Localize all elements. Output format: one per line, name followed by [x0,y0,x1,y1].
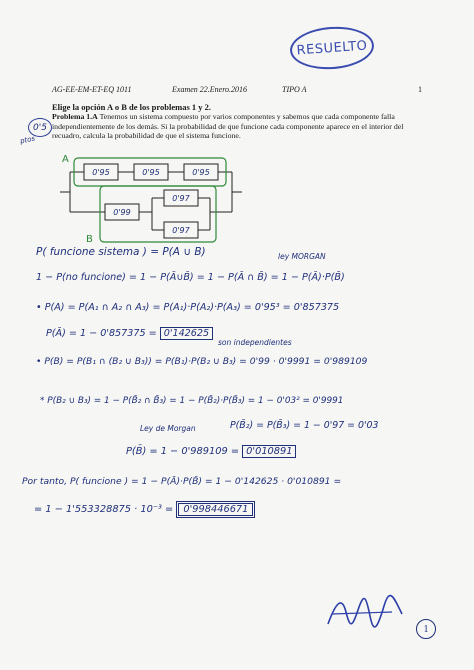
line-p-b2-b3: * P(B₂ ∪ B₃) = 1 − P(B̄₂ ∩ B̄₃) = 1 − P(B̄₂)·P(B̄₃) = 1 − 0'03² = 0'9991 [40,396,344,406]
final-result: 0'998446671 [176,501,255,518]
resuelto-stamp: RESUELTO [289,24,376,72]
line-final [34,504,255,515]
p-b-bar-result: 0'010891 [242,445,296,458]
line-p-a: • P(A) = P(A₁ ∩ A₂ ∩ A₃) = P(A₁)·P(A₂)·P(A₃) = 0'95³ = 0'857375 [36,302,340,313]
line-p-b: • P(B) = P(B₁ ∩ (B₂ ∪ B₃)) = P(B₁)·P(B₂ ∪ B₃) = 0'99 · 0'9991 = 0'989109 [36,356,368,367]
circuit-diagram [60,152,260,244]
a2-value: 0'95 [142,168,160,177]
course-code: AG-EE-EM-ET-EQ 1011 [52,85,132,94]
line-p-sistema: P( funcione sistema ) = P(A ∪ B) [36,246,206,258]
a1-value: 0'95 [92,168,110,177]
b3-value: 0'97 [172,226,190,235]
line-p-a-bar [46,328,213,339]
group-b-label: B [86,234,93,244]
header-page-number: 1 [418,85,422,94]
p-a-bar-expr: P(Ā) = 1 − 0'857375 = [46,328,160,339]
signature [322,592,412,632]
p-a-bar-result: 0'142625 [160,327,213,340]
score-circle: 0'5 [28,118,52,137]
problem-text: Tenemos un sistema compuesto por varios componentes y sabemos que cada componente falla independientemente de los demás. Si la probabilidad de que funcione cada componente aparece en el interior del recuadro, calcula la probabilidad de que el sistema funcione. [52,112,404,140]
note-ley-morgan: ley MORGAN [278,252,326,261]
line-conclusion: Por tanto, P( funcione ) = 1 − P(Ā)·P(B̄) = 1 − 0'142625 · 0'010891 = [22,476,342,487]
final-expr: = 1 − 1'553328875 · 10⁻³ = [34,504,177,515]
p-b-bar-expr: P(B̄) = 1 − 0'989109 = [126,446,243,457]
problem-statement [52,112,424,141]
page-header [52,85,422,94]
line-p-b-bar [126,446,296,457]
line-complement: 1 − P(no funcione) = 1 − P(Ā∪B̄) = 1 − P(Ā ∩ B̄) = 1 − P(Ā)·P(B̄) [36,272,345,283]
problem-label: Problema 1.A [52,112,98,121]
note-ley-de-morgan: Ley de Morgan [140,424,196,433]
exam-type: TIPO A [282,85,307,94]
b1-value: 0'99 [113,208,131,217]
instruction: Elige la opción A o B de los problemas 1 y 2. [52,102,212,112]
b2-value: 0'97 [172,194,190,203]
exam-date: Examen 22.Enero.2016 [172,85,248,94]
a3-value: 0'95 [192,168,210,177]
group-a-label: A [62,154,69,165]
note-independientes: son independientes [218,338,292,347]
score-unit: ptos [19,134,36,146]
line-p-b2-bar: P(B̄₂) = P(B̄₃) = 1 − 0'97 = 0'03 [230,420,379,431]
page-number-circle: 1 [416,619,436,639]
